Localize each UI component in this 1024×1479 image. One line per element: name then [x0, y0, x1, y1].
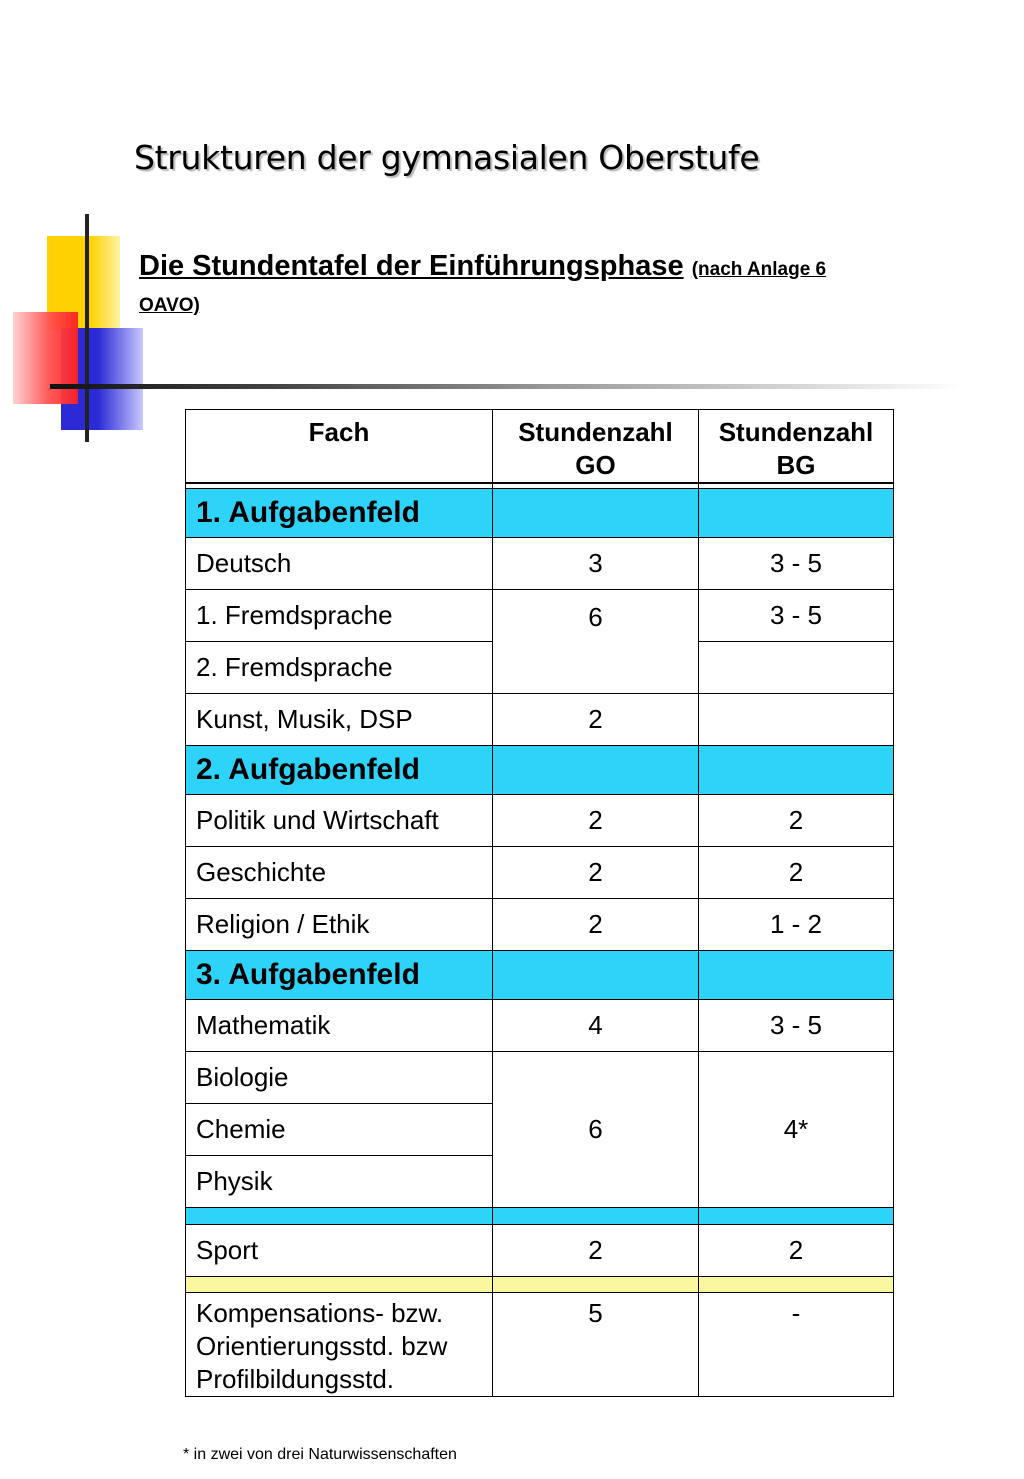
decor-horizontal-line [50, 384, 960, 389]
bg-cell [699, 694, 894, 746]
go-cell: 2 [493, 847, 699, 899]
table-row [186, 694, 894, 746]
header-go-line1: Stundenzahl [518, 417, 673, 447]
subtitle-note-cont: OAVO) [139, 295, 200, 316]
header-bg-line1: Stundenzahl [718, 417, 874, 447]
table-row [186, 795, 894, 847]
go-cell: 2 [493, 899, 699, 951]
go-cell: 4 [493, 1000, 699, 1052]
table-row [186, 1052, 894, 1104]
section-label: 1. Aufgabenfeld [186, 489, 493, 538]
bg-cell: 3 - 5 [699, 1000, 894, 1052]
table-row [186, 899, 894, 951]
table-row [186, 538, 894, 590]
fach-cell: Kunst, Musik, DSP [186, 694, 493, 746]
go-cell: 6 [493, 1052, 699, 1208]
table-row [186, 590, 894, 642]
go-cell: 6 [493, 590, 699, 694]
table-header-row [186, 410, 894, 484]
fach-cell: Religion / Ethik [186, 899, 493, 951]
stundentafel-table [185, 409, 894, 1397]
fach-cell: Mathematik [186, 1000, 493, 1052]
table-row [186, 1225, 894, 1277]
bg-cell: 3 - 5 [699, 538, 894, 590]
spacer-row-blue [186, 1208, 894, 1225]
section-row [186, 746, 894, 795]
subtitle [139, 250, 954, 322]
go-cell: 3 [493, 538, 699, 590]
header-go-line2: GO [575, 450, 616, 480]
fach-cell: Sport [186, 1225, 493, 1277]
fach-line: Orientierungsstd. bzw [196, 1331, 448, 1361]
bg-cell: 1 - 2 [699, 899, 894, 951]
fach-cell: Biologie [186, 1052, 493, 1104]
header-go [493, 410, 699, 484]
table-row [186, 1293, 894, 1397]
fach-line: Profilbildungsstd. [196, 1364, 394, 1394]
bg-cell: 4* [699, 1052, 894, 1208]
header-bg-line2: BG [776, 450, 816, 480]
decor-vertical-line [85, 214, 89, 442]
fach-cell: Geschichte [186, 847, 493, 899]
section-label: 3. Aufgabenfeld [186, 951, 493, 1000]
go-cell: 2 [493, 694, 699, 746]
bg-cell: 2 [699, 847, 894, 899]
bg-cell: 3 - 5 [699, 590, 894, 642]
table-row [186, 847, 894, 899]
section-row [186, 489, 894, 538]
page-title: Strukturen der gymnasialen Oberstufe [134, 138, 760, 177]
section-row [186, 951, 894, 1000]
fach-cell: Politik und Wirtschaft [186, 795, 493, 847]
fach-line: Kompensations- bzw. [196, 1298, 444, 1328]
bg-cell: 2 [699, 1225, 894, 1277]
bg-cell: 2 [699, 795, 894, 847]
fach-cell: 2. Fremdsprache [186, 642, 493, 694]
bg-cell [699, 642, 894, 694]
go-cell: 2 [493, 1225, 699, 1277]
spacer-row-yellow [186, 1277, 894, 1293]
subtitle-main: Die Stundentafel der Einführungsphase [139, 250, 684, 282]
fach-cell: 1. Fremdsprache [186, 590, 493, 642]
header-fach: Fach [186, 410, 493, 484]
footnote: * in zwei von drei Naturwissenschaften [183, 1446, 457, 1463]
section-label: 2. Aufgabenfeld [186, 746, 493, 795]
table-row [186, 1000, 894, 1052]
header-bg [699, 410, 894, 484]
fach-cell: Deutsch [186, 538, 493, 590]
bg-cell: - [699, 1293, 894, 1397]
fach-cell: Chemie [186, 1104, 493, 1156]
subtitle-note: (nach Anlage 6 [691, 259, 827, 280]
go-cell: 5 [493, 1293, 699, 1397]
fach-cell: Physik [186, 1156, 493, 1208]
decor-red-square [13, 312, 78, 404]
fach-cell [186, 1293, 493, 1397]
go-cell: 2 [493, 795, 699, 847]
